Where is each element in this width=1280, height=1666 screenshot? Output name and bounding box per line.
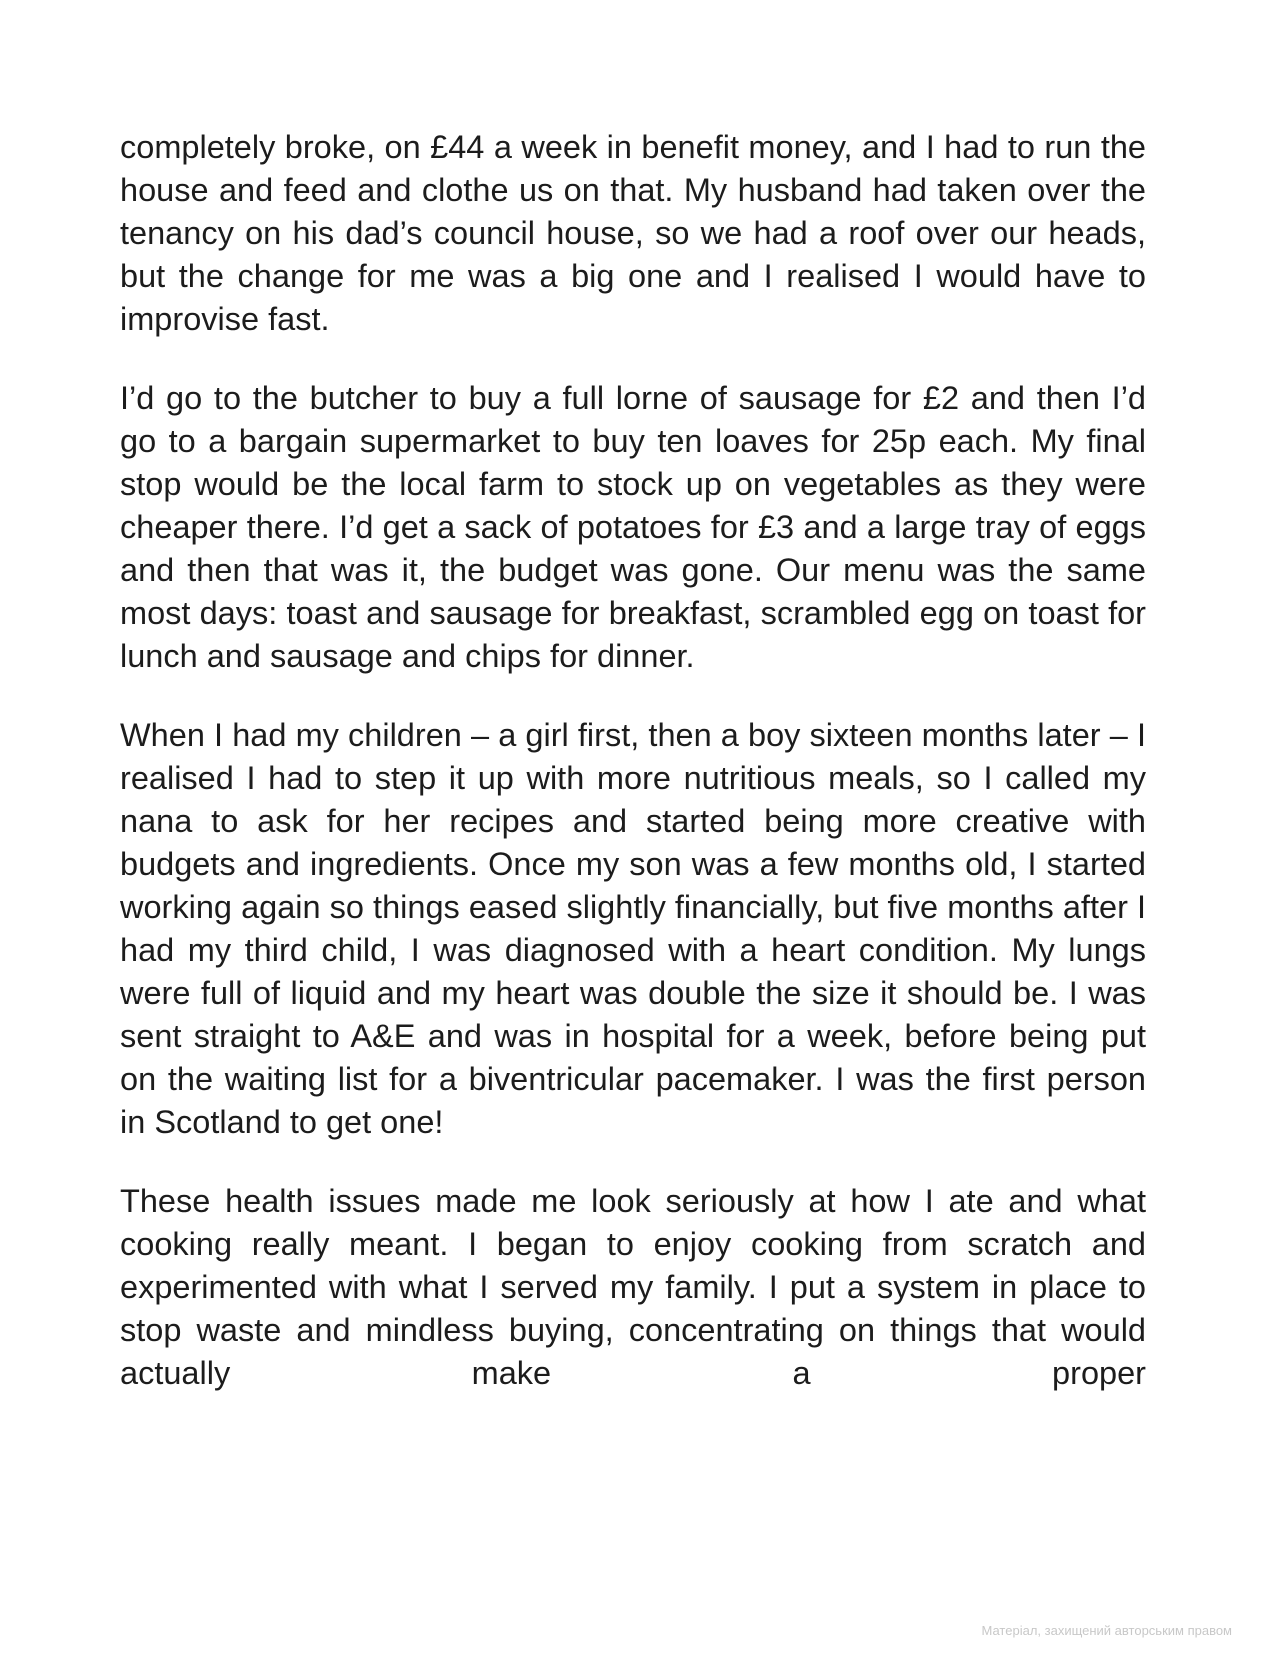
copyright-watermark: Матеріал, захищений авторським правом [981, 1623, 1232, 1638]
paragraph-children-health: When I had my children – a girl first, then a boy sixteen months later – I realised I had to step it up with more nutritious meals, so I called my nana to ask for her recipes and started being more creative with budgets and ingredients. Once my son was a few months old, I started working again so things eased slightly financially, but five months after I had my third child, I was diagnosed with a heart condition. My lungs were full of liquid and my heart was double the size it should be. I was sent straight to A&E and was in hospital for a week, before being put on the waiting list for a biventricular pacemaker. I was the first person in Scotland to get one! [120, 717, 1146, 1140]
page-body [120, 126, 1146, 1431]
paragraph-cooking: These health issues made me look seriously at how I ate and what cooking really meant. I began to enjoy cooking from scratch and experimented with what I served my family. I put a system in place to stop waste and mindless buying, concentrating on things that would actually make a proper [120, 1183, 1146, 1391]
paragraph-shopping: I’d go to the butcher to buy a full lorne of sausage for £2 and then I’d go to a bargain supermarket to buy ten loaves for 25p each. My final stop would be the local farm to stock up on vegetables as they were cheaper there. I’d get a sack of potatoes for £3 and a large tray of eggs and then that was it, the budget was gone. Our menu was the same most days: toast and sausage for breakfast, scrambled egg on toast for lunch and sausage and chips for dinner. [120, 380, 1146, 674]
paragraph-budget: completely broke, on £44 a week in benefit money, and I had to run the house and feed and clothe us on that. My husband had taken over the tenancy on his dad’s council house, so we had a roof over our heads, but the change for me was a big one and I realised I would have to improvise fast. [120, 129, 1146, 337]
